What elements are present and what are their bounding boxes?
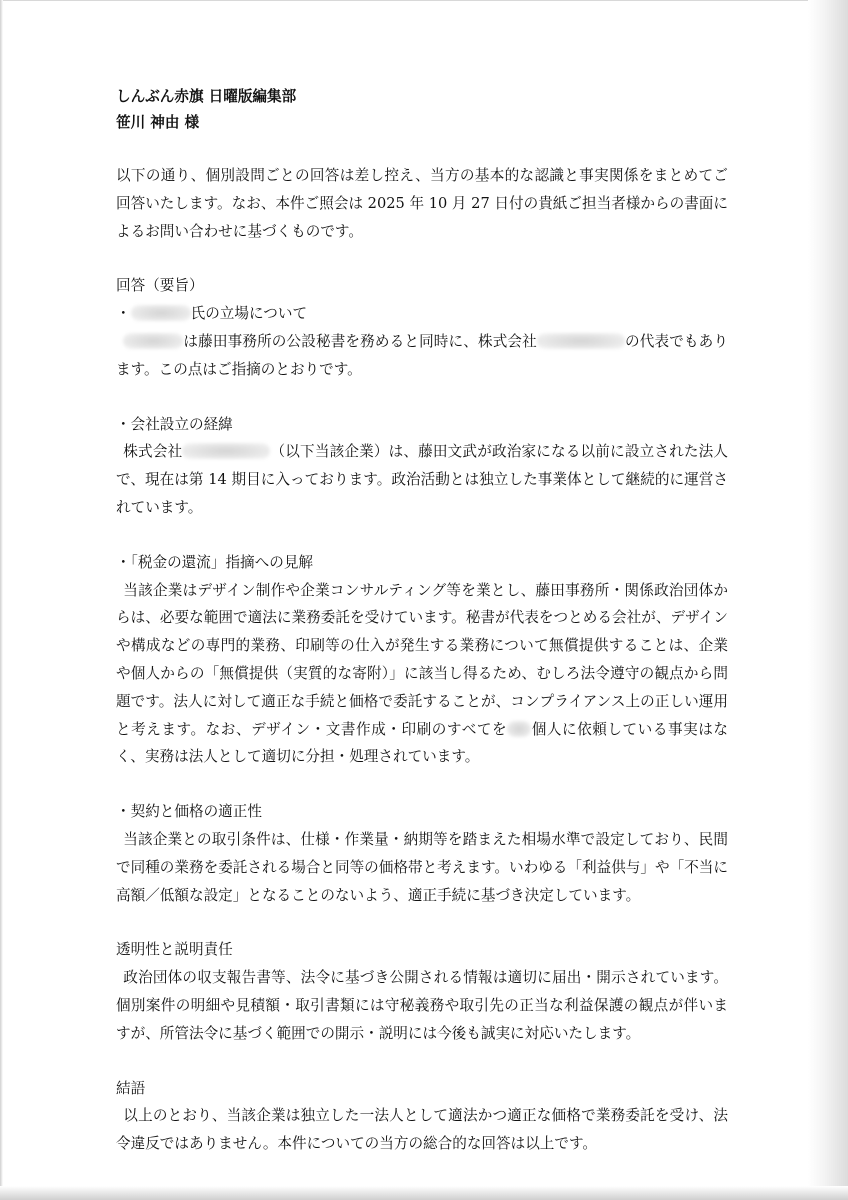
addressee-name: 笹川 神由 様 xyxy=(116,114,200,131)
page-edge-right xyxy=(808,0,848,1200)
section5-body: 政治団体の収支報告書等、法令に基づき公開される情報は適切に届出・開示されています。個別案件の明細や見積額・取引書類には守秘義務や取引先の正当な利益保護の観点が伴いますが、所管法令に基づく範囲での開示・説明には今後も誠実に対応いたします。 xyxy=(116,969,728,1042)
section1-heading-prefix: ・ xyxy=(116,305,131,323)
redacted-name xyxy=(131,305,191,321)
summary-heading: 回答（要旨） xyxy=(116,277,204,295)
intro-paragraph: 以下の通り、個別設問ごとの回答は差し控え、当方の基本的な認識と事実関係をまとめてご回答いたします。なお、本件ご照会は 2025 年 10 月 27 日付の貴紙ご担当者様からの書面によるお問い合わせに基づくものです。 xyxy=(116,167,728,240)
section2-heading: ・会社設立の経緯 xyxy=(116,415,233,433)
section2-body: 株式会社 （以下当該企業）は、藤田文武が政治家になる以前に設立された法人で、現在は第 14 期目に入っております。政治活動とは独立した事業体として継続的に運営されています。 xyxy=(116,443,728,516)
page-edge-left xyxy=(0,0,3,1200)
section1-heading-text: 氏の立場について xyxy=(190,305,308,323)
section5-heading: 透明性と説明責任 xyxy=(116,941,233,959)
redacted-name xyxy=(123,333,183,349)
page-edge-bottom xyxy=(0,1186,848,1200)
redacted-name xyxy=(507,721,531,737)
addressee-block xyxy=(116,84,728,136)
addressee-organization: しんぶん赤旗 日曜版編集部 xyxy=(116,88,297,105)
section4-body: 当該企業との取引条件は、仕様・作業量・納期等を踏まえた相場水準で設定しており、民間で同種の業務を委託される場合と同等の価格帯と考えます。いわゆる「利益供与」や「不当に高額／低額な設定」となることのないよう、適正手続に基づき決定しています。 xyxy=(116,830,728,904)
section3-body: 当該企業はデザイン制作や企業コンサルティング等を業とし、藤田事務所・関係政治団体からは、必要な範囲で適法に業務委託を受けています。秘書が代表をつとめる会社が、デザインや構成などの専門的業務、印刷等の仕入が発生する業務について無償提供することは、企業や個人からの「無償提供（実質的な寄附）」に該当し得るため、むしろ法令遵守の観点から問題です。法人に対して適正な手続と価格で委託することが、コンプライアンス上の正しい運用と考えます。なお、デザイン・文書作成・印刷のすべてを 個人に依頼している事実はなく、実務は法人として適切に分担・処理されています。 xyxy=(116,581,728,766)
letter-body xyxy=(116,84,728,1158)
redacted-company-name xyxy=(182,443,270,459)
section6-body: 以上のとおり、当該企業は独立した一法人として適法かつ適正な価格で業務委託を受け、法令違反ではありません。本件についての当方の総合的な回答は以上です。 xyxy=(116,1107,728,1153)
section3-heading: ・「税金の還流」指摘への見解 xyxy=(116,553,314,571)
section4-heading: ・契約と価格の適正性 xyxy=(116,803,262,821)
section6-heading: 結語 xyxy=(116,1079,146,1097)
section1-body: は藤田事務所の公設秘書を務めると同時に、株式会社 の代表でもあります。この点はご指摘のとおりです。 xyxy=(116,332,728,378)
section1-heading xyxy=(116,300,728,328)
redacted-company-name xyxy=(537,333,625,349)
